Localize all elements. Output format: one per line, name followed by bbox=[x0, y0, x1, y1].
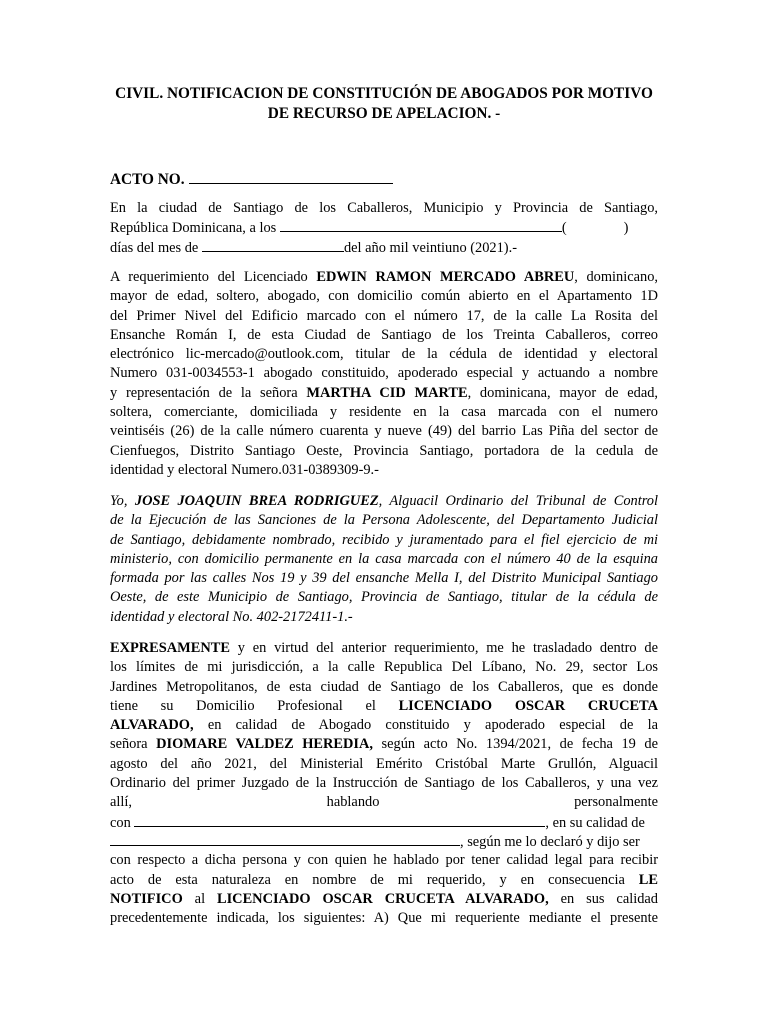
acto-label: ACTO NO. bbox=[110, 171, 185, 188]
p2-line: electrónico lic-mercado@outlook.com, titular de la cédula de identidad y electoral bbox=[110, 346, 658, 363]
p4-line bbox=[110, 639, 658, 658]
alguacil-name: JOSE JOAQUIN BREA RODRIGUEZ bbox=[134, 493, 379, 509]
lawyer-name-full: LICENCIADO OSCAR CRUCETA ALVARADO, bbox=[216, 890, 549, 907]
le-label: LE bbox=[638, 871, 658, 888]
p1-text: del año mil veintiuno (2021).- bbox=[343, 239, 517, 256]
p4-line: agosto del año 2021, del Ministerial Emérito Cristóbal Marte Grullón, Alguacil bbox=[110, 755, 658, 772]
p4-line bbox=[110, 735, 658, 754]
p4-text: tiene su Domicilio Profesional el bbox=[110, 697, 376, 714]
p1-text: República Dominicana, a los bbox=[110, 220, 277, 237]
p2-text: A requerimiento del Licenciado bbox=[110, 269, 308, 285]
p4-text: con bbox=[110, 814, 131, 831]
p4-line: Jardines Metropolitanos, de esta ciudad de Santiago de los Caballeros, que es donde bbox=[110, 678, 658, 695]
capacity-blank bbox=[110, 832, 460, 846]
p3-text: Yo, bbox=[110, 493, 128, 509]
p3-line: de Santiago, debidamente nombrado, recibido y juramentado para el fiel ejercicio de mi bbox=[110, 531, 658, 548]
p4-line bbox=[110, 832, 658, 851]
p1-text: ( bbox=[561, 220, 567, 237]
p2-text: , dominicano, bbox=[574, 269, 658, 285]
p2-line: veintiséis (26) de la calle número cuarenta y nueve (49) del barrio Las Piña del sector de bbox=[110, 423, 658, 440]
p4-text: , según me lo declaró y dijo ser bbox=[460, 833, 640, 850]
p4-text: en sus calidad bbox=[548, 890, 658, 907]
p4-text: señora bbox=[110, 736, 148, 753]
p3-line: identidad y electoral No. 402-2172411-1.- bbox=[110, 608, 353, 625]
p2-line: Numero 031-0034553-1 abogado constituido, apoderado especial y actuando a nombre bbox=[110, 365, 658, 382]
p4-text: según acto No. 1394/2021, de fecha 19 de bbox=[373, 736, 658, 753]
p4-line bbox=[110, 813, 658, 832]
p4-text: allí, bbox=[110, 794, 132, 811]
acto-number bbox=[110, 169, 393, 189]
p4-line: con respecto a dicha persona y con quien he hablado por tener calidad legal para recibir bbox=[110, 852, 658, 869]
acto-number-blank bbox=[189, 169, 393, 184]
title-line-1: CIVIL. NOTIFICACION DE CONSTITUCIÓN DE ABOGADOS POR MOTIVO bbox=[115, 85, 653, 102]
p4-text: , en su calidad de bbox=[545, 814, 645, 831]
p4-line bbox=[110, 890, 658, 909]
p3-line: ministerio, con domicilio permanente en la casa marcada con el número 40 de la esquina bbox=[110, 550, 658, 567]
lawyer-name: LICENCIADO OSCAR CRUCETA bbox=[398, 697, 658, 714]
p4-line bbox=[110, 793, 658, 812]
p4-text: y en virtud del anterior requerimiento, me he trasladado dentro de bbox=[229, 640, 658, 656]
p4-line bbox=[110, 716, 658, 735]
p3-line: de la Ejecución de las Sanciones de la Persona Adolescente, del Departamento Judicial bbox=[110, 512, 658, 529]
p3-line bbox=[110, 492, 658, 511]
month-blank bbox=[202, 238, 344, 252]
p4-text: personalmente bbox=[574, 794, 658, 811]
p4-line bbox=[110, 871, 658, 890]
p1-line bbox=[110, 218, 658, 237]
title-line-2: DE RECURSO DE APELACION. - bbox=[267, 105, 501, 122]
p2-line: mayor de edad, soltero, abogado, con domicilio común abierto en el Apartamento 1D bbox=[110, 288, 658, 305]
p2-text: , dominicana, mayor de edad, bbox=[467, 384, 658, 401]
p1-line bbox=[110, 238, 658, 257]
p2-line: Ensanche Román I, de esta Ciudad de Santiago de los Treinta Caballeros, correo bbox=[110, 326, 658, 343]
p2-line: identidad y electoral Numero.031-0389309-9.- bbox=[110, 461, 379, 478]
p3-line: Oeste, de este Municipio de Santiago, Provincia de Santiago, titular de la cédula de bbox=[110, 589, 658, 606]
p4-text: al bbox=[182, 890, 217, 907]
notifico-label: NOTIFICO bbox=[110, 890, 183, 907]
p3-text: , Alguacil Ordinario del Tribunal de Control bbox=[378, 493, 658, 509]
represented-name: MARTHA CID MARTE bbox=[306, 384, 468, 401]
p4-text: hablando bbox=[326, 794, 380, 811]
p4-line: precedentemente indicada, los siguientes: A) Que mi requeriente mediante el presente bbox=[110, 910, 658, 927]
p1-text: días del mes de bbox=[110, 239, 199, 256]
p2-text: y representación de la señora bbox=[110, 384, 298, 401]
p4-line bbox=[110, 697, 658, 716]
p4-text: acto de esta naturaleza en nombre de mi requerido, y en consecuencia bbox=[110, 871, 625, 888]
paragraph-requerimiento bbox=[110, 268, 658, 480]
client-name: DIOMARE VALDEZ HEREDIA, bbox=[156, 736, 373, 753]
p2-line: Cienfuegos, Distrito Santiago Oeste, Provincia Santiago, portadora de la cedula de bbox=[110, 442, 658, 459]
paragraph-alguacil bbox=[110, 492, 658, 627]
p2-line bbox=[110, 268, 658, 287]
p4-text: en calidad de Abogado constituido y apoderado especial de la bbox=[193, 717, 658, 734]
person-blank bbox=[134, 813, 545, 827]
p4-line: los límites de mi jurisdicción, a la calle Republica Del Líbano, No. 29, sector Los bbox=[110, 659, 658, 676]
p2-line bbox=[110, 384, 658, 403]
lawyer-name-cont: ALVARADO, bbox=[110, 717, 194, 734]
document-title bbox=[96, 84, 672, 124]
p3-line: formada por las calles Nos 19 y 39 del ensanche Mella I, del Distrito Municipal Santiago bbox=[110, 570, 658, 587]
p4-line: Ordinario del primer Juzgado de la Instrucción de Santiago de los Caballeros, y una vez bbox=[110, 775, 658, 792]
day-blank bbox=[280, 218, 562, 232]
p2-line: soltera, comerciante, domiciliada y residente en la casa marcada con el numero bbox=[110, 404, 658, 421]
p1-line: En la ciudad de Santiago de los Caballeros, Municipio y Provincia de Santiago, bbox=[110, 200, 658, 216]
paragraph-location-date bbox=[110, 199, 658, 257]
requester-name: EDWIN RAMON MERCADO ABREU bbox=[316, 269, 575, 285]
expresamente-label: EXPRESAMENTE bbox=[110, 640, 230, 656]
p2-line: del Primer Nivel del Edificio marcado con el número 17, de la calle La Rosita del bbox=[110, 307, 658, 324]
p1-text: ) bbox=[623, 220, 629, 237]
paragraph-notificacion bbox=[110, 639, 658, 928]
